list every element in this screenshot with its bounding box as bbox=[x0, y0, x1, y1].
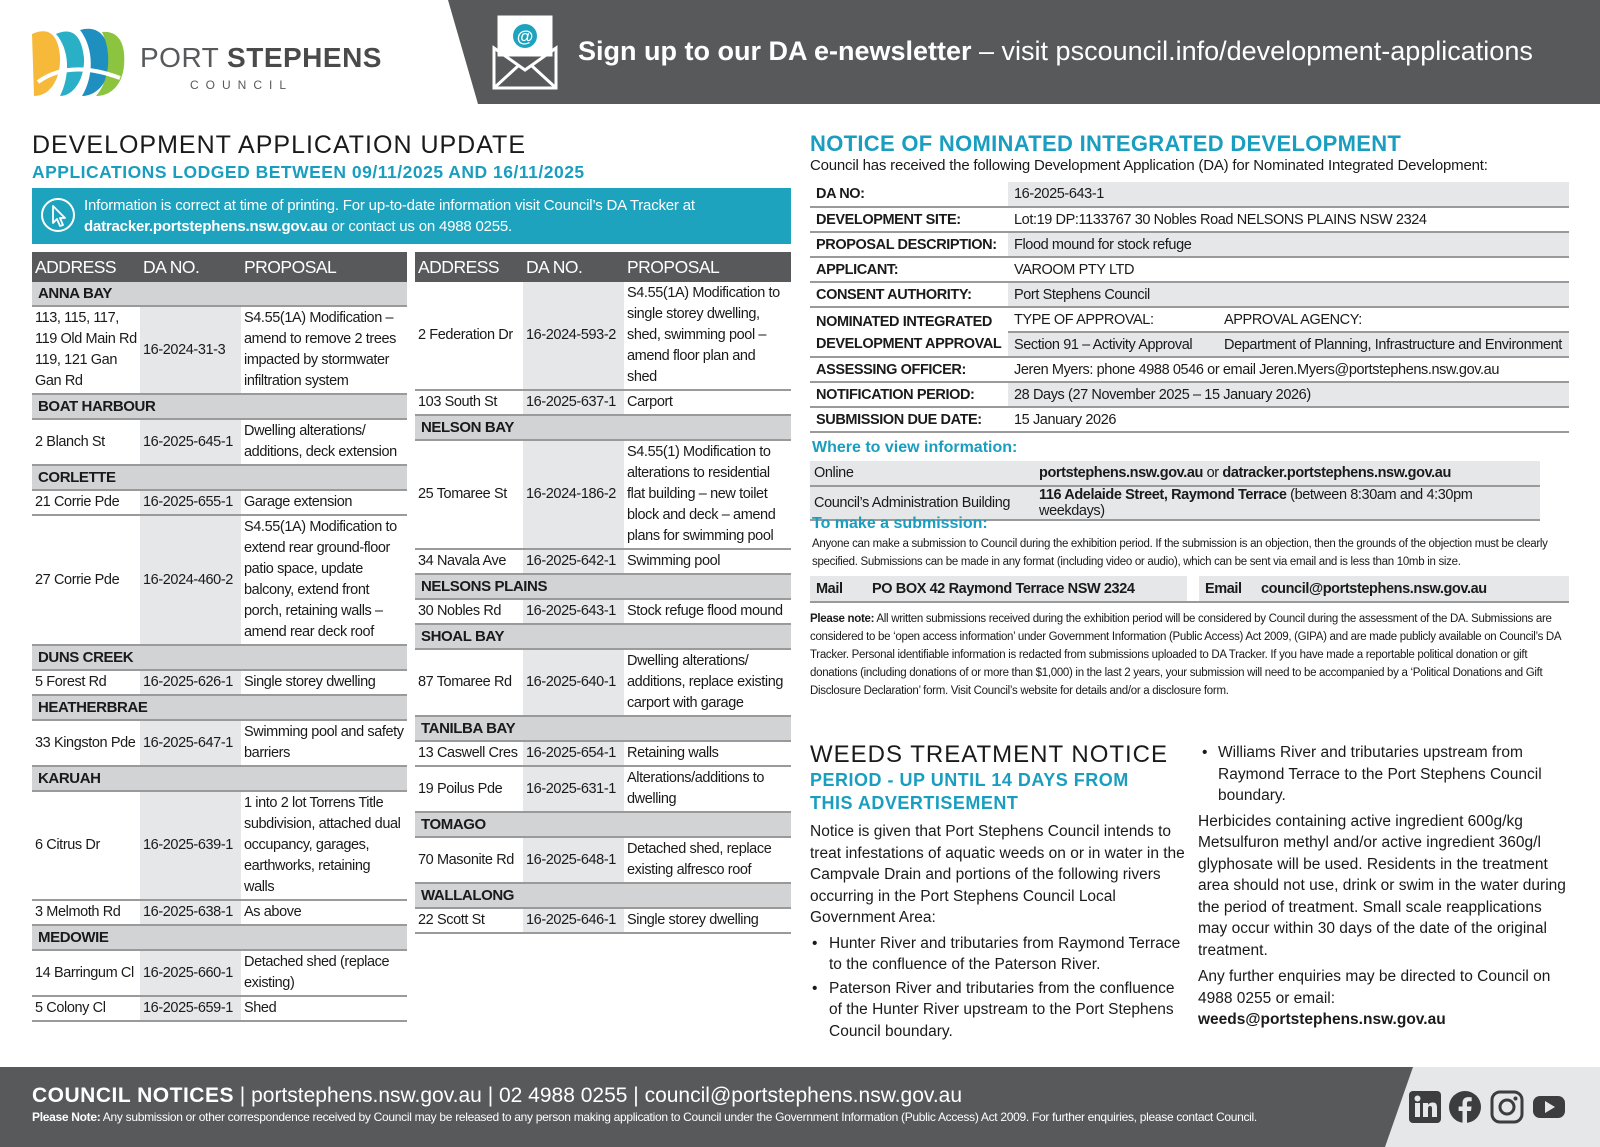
proposal-cell: Garage extension bbox=[241, 490, 407, 515]
list-item: • Hunter River and tributaries from Raymond Terrace to the confluence of the Paterson River. bbox=[810, 933, 1190, 976]
area-heading: KARUAH bbox=[32, 766, 407, 791]
area-heading-row bbox=[32, 394, 407, 419]
table-row bbox=[32, 419, 407, 465]
table-row bbox=[415, 908, 791, 933]
footer-email-link[interactable]: council@portstephens.nsw.gov.au bbox=[644, 1084, 963, 1107]
proposal-cell: Swimming pool and safety barriers bbox=[241, 720, 407, 766]
da-number-cell: 16-2024-593-2 bbox=[523, 282, 624, 390]
notice-details-table bbox=[810, 182, 1569, 433]
due-value: 15 January 2026 bbox=[1008, 407, 1569, 432]
address-cell: 30 Nobles Rd bbox=[415, 599, 523, 624]
list-item: • Paterson River and tributaries from the confluence of the Hunter River upstream to the Port Stephens Council boundary. bbox=[810, 978, 1190, 1043]
address-cell: 25 Tomaree St bbox=[415, 440, 523, 549]
table-row bbox=[32, 900, 407, 925]
proposal-cell: S4.55(1) Modification to alterations to residential flat building – new toilet block and deck – amend plans for swimming pool bbox=[624, 440, 791, 549]
footer-phone: 02 4988 0255 bbox=[498, 1084, 628, 1107]
admin-address: 116 Adelaide Street, Raymond Terrace (between 8:30am and 4:30pm weekdays) bbox=[1036, 486, 1540, 520]
da-number-cell: 16-2025-660-1 bbox=[140, 950, 241, 996]
area-heading-row bbox=[32, 925, 407, 950]
area-heading-row bbox=[415, 574, 791, 599]
table-row bbox=[415, 440, 791, 549]
table-row bbox=[415, 766, 791, 812]
due-label: SUBMISSION DUE DATE: bbox=[810, 407, 1008, 432]
table-row bbox=[32, 515, 407, 645]
table-row bbox=[32, 306, 407, 394]
nida-label: NOMINATED INTEGRATED DEVELOPMENT APPROVAL bbox=[810, 307, 1008, 357]
address-cell: 2 Federation Dr bbox=[415, 282, 523, 390]
da-number-cell: 16-2024-186-2 bbox=[523, 440, 624, 549]
proposal-cell: Detached shed, replace existing alfresco roof bbox=[624, 837, 791, 883]
da-number-cell: 16-2025-647-1 bbox=[140, 720, 241, 766]
footer-label: COUNCIL NOTICES bbox=[32, 1084, 234, 1107]
notice-intro: Council has received the following Development Application (DA) for Nominated Integrated Development: bbox=[810, 157, 1488, 174]
area-heading-row bbox=[415, 716, 791, 741]
view-info-table bbox=[810, 461, 1540, 521]
da-table-right bbox=[415, 252, 791, 934]
email-envelope-icon bbox=[492, 14, 558, 90]
table-row bbox=[32, 996, 407, 1021]
info-banner bbox=[32, 188, 791, 244]
da-number-cell: 16-2025-646-1 bbox=[523, 908, 624, 933]
email-label: Email bbox=[1199, 576, 1255, 602]
area-heading-row bbox=[415, 624, 791, 649]
da-tracker-link[interactable]: datracker.portstephens.nsw.gov.au bbox=[84, 218, 328, 235]
logo-waves-icon bbox=[30, 26, 130, 98]
da-number-cell: 16-2025-637-1 bbox=[523, 390, 624, 415]
portstephens-link[interactable]: portstephens.nsw.gov.au bbox=[1039, 465, 1204, 481]
datracker-link[interactable]: datracker.portstephens.nsw.gov.au bbox=[1222, 465, 1451, 481]
mail-email-table bbox=[810, 576, 1569, 603]
area-heading-row bbox=[415, 883, 791, 908]
da-number-cell: 16-2025-655-1 bbox=[140, 490, 241, 515]
submission-text: Anyone can make a submission to Council during the exhibition period. If the submission is an objection, then the grounds of the objection must be clearly specified. Submissions can be made in any format (including video or audio), which can be sent via email and is less than 10mb in size. bbox=[812, 538, 1548, 568]
list-item: • Williams River and tributaries upstream from Raymond Terrace to the Port Stephens Council boundary. bbox=[1198, 742, 1573, 807]
column-header-da-no: DA NO. bbox=[140, 252, 241, 282]
svg-text:@: @ bbox=[516, 27, 534, 46]
area-heading-row bbox=[415, 812, 791, 837]
address-cell: 103 South St bbox=[415, 390, 523, 415]
logo-wordmark: PORT STEPHENS bbox=[140, 42, 382, 73]
da-number-cell: 16-2024-460-2 bbox=[140, 515, 241, 645]
facebook-icon[interactable] bbox=[1448, 1090, 1482, 1124]
address-cell: 21 Corrie Pde bbox=[32, 490, 140, 515]
area-heading-row bbox=[32, 766, 407, 791]
online-label: Online bbox=[810, 461, 1036, 486]
column-header-da-no: DA NO. bbox=[523, 252, 624, 282]
da-number-cell: 16-2025-626-1 bbox=[140, 670, 241, 695]
address-cell: 22 Scott St bbox=[415, 908, 523, 933]
da-update-subtitle: APPLICATIONS LODGED BETWEEN 09/11/2025 AND 16/11/2025 bbox=[32, 162, 585, 182]
area-heading: NELSON BAY bbox=[415, 415, 791, 440]
address-cell: 113, 115, 117, 119 Old Main Rd 119, 121 Gan Gan Rd bbox=[32, 306, 140, 394]
address-cell: 19 Poilus Pde bbox=[415, 766, 523, 812]
info-line-2: datracker.portstephens.nsw.gov.au or contact us on 4988 0255. bbox=[84, 218, 513, 235]
agency-value: Department of Planning, Infrastructure and Environment bbox=[1218, 332, 1569, 357]
area-heading-row bbox=[32, 465, 407, 490]
column-header-address: ADDRESS bbox=[32, 252, 140, 282]
table-row bbox=[415, 741, 791, 766]
proposal-cell: Dwelling alterations/ additions, deck extension bbox=[241, 419, 407, 465]
da-number-cell: 16-2025-659-1 bbox=[140, 996, 241, 1021]
proposal-cell: Single storey dwelling bbox=[241, 670, 407, 695]
authority-label: CONSENT AUTHORITY: bbox=[810, 282, 1008, 307]
notice-title: NOTICE OF NOMINATED INTEGRATED DEVELOPMENT bbox=[810, 131, 1402, 156]
area-heading-row bbox=[32, 282, 407, 306]
da-number-cell: 16-2025-648-1 bbox=[523, 837, 624, 883]
table-row bbox=[32, 950, 407, 996]
area-heading-row bbox=[415, 415, 791, 440]
table-row bbox=[32, 670, 407, 695]
address-cell: 27 Corrie Pde bbox=[32, 515, 140, 645]
linkedin-icon[interactable] bbox=[1408, 1090, 1442, 1124]
address-cell: 34 Navala Ave bbox=[415, 549, 523, 574]
footer-note: Please Note: Any submission or other correspondence received by Council may be released to any person making application to Council under the Government Information (Public Access) Act 2009. For further enquiries, please contact Council. bbox=[32, 1110, 1257, 1124]
table-row bbox=[415, 390, 791, 415]
da-number-cell: 16-2025-645-1 bbox=[140, 419, 241, 465]
table-row bbox=[415, 282, 791, 390]
weeds-body-right bbox=[1198, 742, 1573, 1036]
mail-label: Mail bbox=[810, 576, 866, 602]
da-no-value: 16-2025-643-1 bbox=[1008, 182, 1569, 207]
table-row bbox=[32, 720, 407, 766]
proposal-cell: Stock refuge flood mound bbox=[624, 599, 791, 624]
email-value[interactable]: council@portstephens.nsw.gov.au bbox=[1255, 576, 1569, 602]
proposal-cell: Shed bbox=[241, 996, 407, 1021]
table-row bbox=[415, 649, 791, 716]
site-value: Lot:19 DP:1133767 30 Nobles Road NELSONS PLAINS NSW 2324 bbox=[1008, 207, 1569, 232]
proposal-cell: Dwelling alterations/ additions, replace existing carport with garage bbox=[624, 649, 791, 716]
herbicide-text: Herbicides containing active ingredient 600g/kg Metsulfuron methyl and/or active ingredient 360g/l glyphosate will be used. Residents in the treatment area should not use, drink or swim in the water during the period of treatment. Small scale reapplications may occur within 30 days of the date of the original treatment. bbox=[1198, 812, 1566, 959]
weeds-intro: Notice is given that Port Stephens Council intends to treat infestations of aquatic weeds on or in water in the Campvale Drain and portions of the following rivers occurring in the Port Stephens Council Local Government Area: bbox=[810, 823, 1185, 926]
proposal-cell: As above bbox=[241, 900, 407, 925]
address-cell: 6 Citrus Dr bbox=[32, 791, 140, 900]
area-heading: TANILBA BAY bbox=[415, 716, 791, 741]
table-row bbox=[415, 549, 791, 574]
type-value: Section 91 – Activity Approval bbox=[1008, 332, 1218, 357]
proposal-cell: Detached shed (replace existing) bbox=[241, 950, 407, 996]
area-heading-row bbox=[32, 695, 407, 720]
where-to-view-heading: Where to view information: bbox=[812, 439, 1018, 456]
area-heading: HEATHERBRAE bbox=[32, 695, 407, 720]
table-row bbox=[32, 791, 407, 900]
da-number-cell: 16-2025-654-1 bbox=[523, 741, 624, 766]
weeds-email-link[interactable]: weeds@portstephens.nsw.gov.au bbox=[1198, 1011, 1446, 1028]
info-line-1: Information is correct at time of printing. For up-to-date information visit Council’s DA Tracker at bbox=[84, 197, 695, 214]
da-number-cell: 16-2025-643-1 bbox=[523, 599, 624, 624]
da-number-cell: 16-2025-642-1 bbox=[523, 549, 624, 574]
weeds-subtitle: PERIOD - UP UNTIL 14 DAYS FROM THIS ADVERTISEMENT bbox=[810, 770, 1129, 813]
proposal-cell: S4.55(1A) Modification – amend to remove 2 trees impacted by stormwater infiltration system bbox=[241, 306, 407, 394]
address-cell: 87 Tomaree Rd bbox=[415, 649, 523, 716]
da-number-cell: 16-2025-639-1 bbox=[140, 791, 241, 900]
enquiries-text: Any further enquiries may be directed to Council on 4988 0255 or email: weeds@portstephens.nsw.gov.au bbox=[1198, 968, 1551, 1028]
please-note-text: Please note: All written submissions received during the exhibition period will be considered by Council during the assessment of the DA. Submissions are considered to be ‘open access information’ under Government Information (Public Access) Act 2009, (GIPA) and are made publicly available on Council’s DA Tracker. Personal identifiable information is redacted from submissions uploaded to DA Tracker. If you have made a reportable political donation or gift donations (including donations of or more than $1,000) in the last 2 years, your submission will need to be accompanied by a ‘Political Donations and Gift Disclosure Declaration’ form. Visit Council’s website for details and/or a disclosure form. bbox=[810, 613, 1561, 697]
table-row bbox=[32, 490, 407, 515]
applicant-label: APPLICANT: bbox=[810, 257, 1008, 282]
table-row bbox=[415, 837, 791, 883]
footer-web-link[interactable]: portstephens.nsw.gov.au bbox=[251, 1084, 482, 1107]
officer-value: Jeren Myers: phone 4988 0546 or email Jeren.Myers@portstephens.nsw.gov.au bbox=[1008, 357, 1569, 382]
applicant-value: VAROOM PTY LTD bbox=[1008, 257, 1569, 282]
address-cell: 70 Masonite Rd bbox=[415, 837, 523, 883]
proposal-cell: Single storey dwelling bbox=[624, 908, 791, 933]
area-heading: BOAT HARBOUR bbox=[32, 394, 407, 419]
address-cell: 2 Blanch St bbox=[32, 419, 140, 465]
make-submission-heading: To make a submission: bbox=[812, 515, 988, 532]
instagram-icon[interactable] bbox=[1490, 1090, 1524, 1124]
area-heading: MEDOWIE bbox=[32, 925, 407, 950]
council-logo[interactable] bbox=[30, 26, 382, 106]
column-header-proposal: PROPOSAL bbox=[241, 252, 407, 282]
column-header-address: ADDRESS bbox=[415, 252, 523, 282]
proposal-cell: S4.55(1A) Modification to extend rear ground-floor patio space, update balcony, extend front porch, retaining walls – amend rear deck roof bbox=[241, 515, 407, 645]
type-label: TYPE OF APPROVAL: bbox=[1008, 307, 1218, 332]
weeds-body bbox=[810, 821, 1190, 1044]
mail-value: PO BOX 42 Raymond Terrace NSW 2324 bbox=[866, 576, 1187, 602]
address-cell: 13 Caswell Cres bbox=[415, 741, 523, 766]
address-cell: 5 Colony Cl bbox=[32, 996, 140, 1021]
da-update-title: DEVELOPMENT APPLICATION UPDATE bbox=[32, 131, 527, 159]
footer-contact-line: COUNCIL NOTICES | portstephens.nsw.gov.au | 02 4988 0255 | council@portstephens.nsw.gov.au bbox=[32, 1084, 963, 1107]
cursor-click-icon bbox=[40, 197, 76, 233]
area-heading: WALLALONG bbox=[415, 883, 791, 908]
address-cell: 3 Melmoth Rd bbox=[32, 900, 140, 925]
da-number-cell: 16-2025-638-1 bbox=[140, 900, 241, 925]
proposal-cell: Alterations/additions to dwelling bbox=[624, 766, 791, 812]
area-heading: ANNA BAY bbox=[32, 282, 407, 306]
da-number-cell: 16-2024-31-3 bbox=[140, 306, 241, 394]
address-cell: 33 Kingston Pde bbox=[32, 720, 140, 766]
online-links: portstephens.nsw.gov.au or datracker.portstephens.nsw.gov.au bbox=[1036, 461, 1540, 486]
newsletter-signup-text[interactable]: Sign up to our DA e-newsletter – visit pscouncil.info/development-applications bbox=[578, 36, 1533, 66]
da-table-left bbox=[32, 252, 407, 1022]
proposal-cell: 1 into 2 lot Torrens Title subdivision, attached dual occupancy, garages, earthworks, retaining walls bbox=[241, 791, 407, 900]
area-heading: DUNS CREEK bbox=[32, 645, 407, 670]
da-number-cell: 16-2025-640-1 bbox=[523, 649, 624, 716]
area-heading: SHOAL BAY bbox=[415, 624, 791, 649]
authority-value: Port Stephens Council bbox=[1008, 282, 1569, 307]
area-heading-row bbox=[32, 645, 407, 670]
proposal-cell: Carport bbox=[624, 390, 791, 415]
da-no-label: DA NO: bbox=[810, 182, 1008, 207]
address-cell: 5 Forest Rd bbox=[32, 670, 140, 695]
proposal-cell: S4.55(1A) Modification to single storey dwelling, shed, swimming pool – amend floor plan and shed bbox=[624, 282, 791, 390]
logo-subtitle: COUNCIL bbox=[190, 78, 294, 92]
area-heading: TOMAGO bbox=[415, 812, 791, 837]
address-cell: 14 Barringum Cl bbox=[32, 950, 140, 996]
officer-label: ASSESSING OFFICER: bbox=[810, 357, 1008, 382]
column-header-proposal: PROPOSAL bbox=[624, 252, 791, 282]
site-label: DEVELOPMENT SITE: bbox=[810, 207, 1008, 232]
area-heading: CORLETTE bbox=[32, 465, 407, 490]
admin-label: Council’s Administration Building bbox=[810, 486, 1036, 520]
period-label: NOTIFICATION PERIOD: bbox=[810, 382, 1008, 407]
proposal-cell: Retaining walls bbox=[624, 741, 791, 766]
header bbox=[0, 0, 1600, 104]
agency-label: APPROVAL AGENCY: bbox=[1218, 307, 1569, 332]
table-row bbox=[415, 599, 791, 624]
da-number-cell: 16-2025-631-1 bbox=[523, 766, 624, 812]
proposal-cell: Swimming pool bbox=[624, 549, 791, 574]
weeds-title: WEEDS TREATMENT NOTICE bbox=[810, 741, 1169, 768]
proposal-label: PROPOSAL DESCRIPTION: bbox=[810, 232, 1008, 257]
youtube-icon[interactable] bbox=[1532, 1090, 1566, 1124]
area-heading: NELSONS PLAINS bbox=[415, 574, 791, 599]
proposal-value: Flood mound for stock refuge bbox=[1008, 232, 1569, 257]
period-value: 28 Days (27 November 2025 – 15 January 2026) bbox=[1008, 382, 1569, 407]
